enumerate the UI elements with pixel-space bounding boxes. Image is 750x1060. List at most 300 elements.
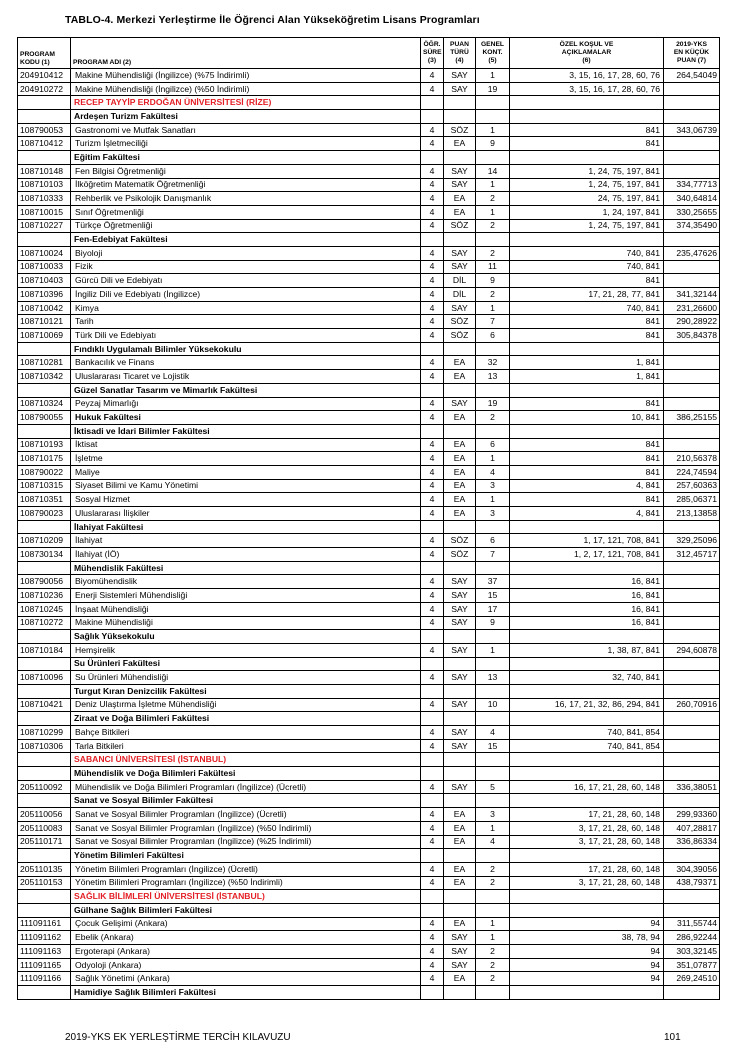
cell-quota	[476, 383, 510, 397]
table-row	[18, 602, 720, 616]
university-name: SABANCI ÜNİVERSİTESİ (İSTANBUL)	[71, 753, 421, 767]
cell-min-score	[664, 96, 720, 110]
cell-quota	[476, 767, 510, 781]
cell-score-type	[444, 342, 476, 356]
faculty-name: İlahiyat Fakültesi	[71, 520, 421, 534]
cell-program-code: 108710148	[18, 164, 71, 178]
cell-min-score: 374,35490	[664, 219, 720, 233]
faculty-heading-row	[18, 383, 720, 397]
faculty-heading-row	[18, 233, 720, 247]
cell-score-type: SAY	[444, 260, 476, 274]
cell-program-name: Sanat ve Sosyal Bilimler Programları (İngilizce) (%25 İndirimli)	[71, 835, 421, 849]
table-header-row	[18, 38, 720, 69]
cell-duration	[421, 794, 444, 808]
cell-duration: 4	[421, 671, 444, 685]
cell-score-type	[444, 712, 476, 726]
cell-score-type	[444, 849, 476, 863]
cell-program-name: Sınıf Öğretmenliği	[71, 205, 421, 219]
table-row	[18, 205, 720, 219]
table-row	[18, 219, 720, 233]
cell-program-code: 108710121	[18, 315, 71, 329]
cell-program-name: Uluslararası Ticaret ve Lojistik	[71, 370, 421, 384]
cell-quota: 2	[476, 972, 510, 986]
faculty-heading-row	[18, 903, 720, 917]
cell-quota: 3	[476, 479, 510, 493]
cell-min-score	[664, 164, 720, 178]
cell-duration: 4	[421, 69, 444, 83]
cell-quota	[476, 753, 510, 767]
cell-score-type: SAY	[444, 958, 476, 972]
cell-duration: 4	[421, 862, 444, 876]
header-line: KODU (1)	[20, 59, 50, 66]
cell-quota: 3	[476, 808, 510, 822]
cell-min-score	[664, 726, 720, 740]
cell-min-score: 311,55744	[664, 917, 720, 931]
cell-quota: 9	[476, 616, 510, 630]
cell-score-type	[444, 903, 476, 917]
cell-program-code: 111091161	[18, 917, 71, 931]
cell-program-code: 205110171	[18, 835, 71, 849]
cell-conditions	[510, 630, 664, 644]
cell-program-name: Deniz Ulaştırma İşletme Mühendisliği	[71, 698, 421, 712]
cell-duration: 4	[421, 698, 444, 712]
cell-program-name: Hukuk Fakültesi	[71, 411, 421, 425]
cell-score-type	[444, 986, 476, 1000]
cell-quota	[476, 903, 510, 917]
cell-conditions	[510, 794, 664, 808]
cell-conditions: 3, 17, 21, 28, 60, 148	[510, 835, 664, 849]
cell-conditions: 94	[510, 945, 664, 959]
cell-duration	[421, 767, 444, 781]
cell-program-name: Hemşirelik	[71, 643, 421, 657]
cell-score-type	[444, 561, 476, 575]
cell-code	[18, 96, 71, 110]
table-row	[18, 945, 720, 959]
cell-score-type: SÖZ	[444, 123, 476, 137]
cell-conditions: 841	[510, 315, 664, 329]
cell-min-score: 336,38051	[664, 780, 720, 794]
cell-score-type: DİL	[444, 274, 476, 288]
cell-min-score	[664, 712, 720, 726]
faculty-heading-row	[18, 794, 720, 808]
cell-program-name: Mühendislik ve Doğa Bilimleri Programları (İngilizce) (Ücretli)	[71, 780, 421, 794]
cell-min-score	[664, 986, 720, 1000]
faculty-name: Eğitim Fakültesi	[71, 151, 421, 165]
cell-conditions	[510, 96, 664, 110]
cell-quota	[476, 794, 510, 808]
university-heading-row	[18, 96, 720, 110]
cell-program-name: Yönetim Bilimleri Programları (İngilizce) (Ücretli)	[71, 862, 421, 876]
cell-score-type: SAY	[444, 616, 476, 630]
cell-quota: 3	[476, 507, 510, 521]
cell-program-code: 108710324	[18, 397, 71, 411]
cell-code	[18, 890, 71, 904]
cell-min-score: 260,70916	[664, 698, 720, 712]
table-row	[18, 739, 720, 753]
cell-min-score	[664, 753, 720, 767]
cell-min-score: 334,77713	[664, 178, 720, 192]
cell-min-score: 290,28922	[664, 315, 720, 329]
cell-conditions: 841	[510, 493, 664, 507]
cell-score-type	[444, 630, 476, 644]
faculty-name: Hamidiye Sağlık Bilimleri Fakültesi	[71, 986, 421, 1000]
header-line: (4)	[455, 57, 464, 64]
faculty-heading-row	[18, 657, 720, 671]
cell-min-score: 210,56378	[664, 452, 720, 466]
cell-conditions	[510, 561, 664, 575]
cell-program-name: İlköğretim Matematik Öğretmenliği	[71, 178, 421, 192]
cell-conditions: 1, 24, 75, 197, 841	[510, 178, 664, 192]
table-row	[18, 808, 720, 822]
cell-score-type: SAY	[444, 945, 476, 959]
cell-conditions: 4, 841	[510, 479, 664, 493]
cell-program-code: 108710193	[18, 438, 71, 452]
table-row	[18, 548, 720, 562]
cell-duration: 4	[421, 438, 444, 452]
cell-program-name: Enerji Sistemleri Mühendisliği	[71, 589, 421, 603]
cell-program-name: Gastronomi ve Mutfak Sanatları	[71, 123, 421, 137]
cell-code	[18, 342, 71, 356]
cell-program-name: Biyoloji	[71, 246, 421, 260]
cell-score-type	[444, 383, 476, 397]
cell-conditions: 740, 841	[510, 301, 664, 315]
cell-program-name: Sosyal Hizmet	[71, 493, 421, 507]
cell-program-name: İktisat	[71, 438, 421, 452]
cell-program-code: 108710403	[18, 274, 71, 288]
faculty-heading-row	[18, 520, 720, 534]
cell-min-score	[664, 438, 720, 452]
cell-score-type: SÖZ	[444, 548, 476, 562]
cell-conditions	[510, 849, 664, 863]
cell-program-code: 108710015	[18, 205, 71, 219]
cell-min-score	[664, 397, 720, 411]
cell-quota: 1	[476, 643, 510, 657]
cell-score-type: EA	[444, 370, 476, 384]
faculty-name: Ziraat ve Doğa Bilimleri Fakültesi	[71, 712, 421, 726]
page-title: TABLO-4. Merkezi Yerleştirme İle Öğrenci Alan Yükseköğretim Lisans Programları	[65, 14, 480, 26]
cell-code	[18, 767, 71, 781]
cell-min-score	[664, 424, 720, 438]
cell-min-score: 294,60878	[664, 643, 720, 657]
cell-min-score	[664, 575, 720, 589]
cell-score-type: EA	[444, 465, 476, 479]
cell-program-name: Türk Dili ve Edebiyatı	[71, 329, 421, 343]
cell-min-score	[664, 356, 720, 370]
cell-quota: 5	[476, 780, 510, 794]
cell-score-type: EA	[444, 835, 476, 849]
cell-conditions: 16, 17, 21, 32, 86, 294, 841	[510, 698, 664, 712]
cell-quota	[476, 684, 510, 698]
cell-program-code: 108710227	[18, 219, 71, 233]
cell-duration	[421, 849, 444, 863]
cell-conditions: 841	[510, 329, 664, 343]
cell-min-score	[664, 274, 720, 288]
table-row	[18, 835, 720, 849]
cell-min-score	[664, 767, 720, 781]
cell-min-score	[664, 383, 720, 397]
header-line: (3)	[427, 57, 437, 64]
cell-program-code: 108710333	[18, 192, 71, 206]
cell-quota	[476, 986, 510, 1000]
cell-quota: 6	[476, 534, 510, 548]
table-row	[18, 972, 720, 986]
cell-conditions: 16, 841	[510, 575, 664, 589]
cell-conditions: 3, 15, 16, 17, 28, 60, 76	[510, 69, 664, 83]
header-line: EN KÜÇÜK	[673, 49, 710, 56]
cell-quota	[476, 342, 510, 356]
cell-conditions: 1, 2, 17, 121, 708, 841	[510, 548, 664, 562]
cell-program-name: Rehberlik ve Psikolojik Danışmanlık	[71, 192, 421, 206]
cell-min-score: 224,74594	[664, 465, 720, 479]
cell-quota: 1	[476, 205, 510, 219]
cell-duration: 4	[421, 411, 444, 425]
cell-duration: 4	[421, 548, 444, 562]
cell-program-code: 108710069	[18, 329, 71, 343]
faculty-heading-row	[18, 684, 720, 698]
cell-quota: 2	[476, 945, 510, 959]
cell-min-score	[664, 561, 720, 575]
cell-duration	[421, 96, 444, 110]
cell-code	[18, 657, 71, 671]
cell-program-name: İnşaat Mühendisliği	[71, 602, 421, 616]
cell-duration: 4	[421, 288, 444, 302]
cell-program-name: Gürcü Dili ve Edebiyatı	[71, 274, 421, 288]
cell-min-score	[664, 260, 720, 274]
cell-program-code: 108790056	[18, 575, 71, 589]
cell-quota: 6	[476, 329, 510, 343]
cell-program-code: 108710033	[18, 260, 71, 274]
cell-duration	[421, 712, 444, 726]
cell-conditions	[510, 767, 664, 781]
cell-code	[18, 520, 71, 534]
cell-quota: 1	[476, 821, 510, 835]
cell-conditions	[510, 424, 664, 438]
cell-program-code: 108730134	[18, 548, 71, 562]
cell-min-score: 286,92244	[664, 931, 720, 945]
cell-conditions: 841	[510, 397, 664, 411]
cell-program-code: 108710042	[18, 301, 71, 315]
cell-conditions	[510, 903, 664, 917]
cell-code	[18, 424, 71, 438]
cell-quota	[476, 520, 510, 534]
cell-conditions: 740, 841	[510, 260, 664, 274]
cell-conditions: 1, 24, 75, 197, 841	[510, 219, 664, 233]
table-row	[18, 123, 720, 137]
cell-program-code: 204910412	[18, 69, 71, 83]
cell-min-score	[664, 110, 720, 124]
cell-duration: 4	[421, 356, 444, 370]
cell-quota: 6	[476, 438, 510, 452]
cell-conditions	[510, 753, 664, 767]
cell-duration: 4	[421, 123, 444, 137]
cell-quota: 1	[476, 931, 510, 945]
cell-duration: 4	[421, 137, 444, 151]
cell-min-score: 235,47626	[664, 246, 720, 260]
table-row	[18, 534, 720, 548]
cell-quota: 32	[476, 356, 510, 370]
cell-conditions: 1, 841	[510, 370, 664, 384]
cell-score-type: EA	[444, 507, 476, 521]
cell-score-type	[444, 96, 476, 110]
cell-conditions: 3, 17, 21, 28, 60, 148	[510, 876, 664, 890]
header-duration	[421, 38, 444, 69]
cell-program-name: Makine Mühendisliği	[71, 616, 421, 630]
faculty-heading-row	[18, 110, 720, 124]
cell-min-score: 407,28817	[664, 821, 720, 835]
header-line: TÜRÜ	[450, 49, 469, 56]
cell-conditions	[510, 520, 664, 534]
cell-conditions: 17, 21, 28, 60, 148	[510, 862, 664, 876]
cell-quota	[476, 657, 510, 671]
cell-min-score: 386,25155	[664, 411, 720, 425]
cell-quota: 2	[476, 958, 510, 972]
cell-quota: 1	[476, 301, 510, 315]
cell-score-type: EA	[444, 356, 476, 370]
cell-code	[18, 151, 71, 165]
cell-score-type: EA	[444, 438, 476, 452]
cell-duration	[421, 424, 444, 438]
cell-min-score: 341,32144	[664, 288, 720, 302]
cell-duration	[421, 903, 444, 917]
cell-score-type: SAY	[444, 643, 476, 657]
cell-quota: 1	[476, 178, 510, 192]
cell-quota: 1	[476, 452, 510, 466]
cell-program-name: İşletme	[71, 452, 421, 466]
faculty-heading-row	[18, 712, 720, 726]
table-row	[18, 958, 720, 972]
faculty-heading-row	[18, 151, 720, 165]
cell-score-type: EA	[444, 452, 476, 466]
cell-duration: 4	[421, 589, 444, 603]
cell-score-type: SAY	[444, 931, 476, 945]
cell-conditions: 16, 841	[510, 602, 664, 616]
cell-score-type: SAY	[444, 397, 476, 411]
table-row	[18, 329, 720, 343]
cell-quota	[476, 96, 510, 110]
university-name: RECEP TAYYİP ERDOĞAN ÜNİVERSİTESİ (RİZE)	[71, 96, 421, 110]
cell-code	[18, 712, 71, 726]
table-row	[18, 876, 720, 890]
cell-duration: 4	[421, 835, 444, 849]
faculty-name: Gülhane Sağlık Bilimleri Fakültesi	[71, 903, 421, 917]
cell-code	[18, 753, 71, 767]
table-row	[18, 780, 720, 794]
cell-duration: 4	[421, 219, 444, 233]
cell-min-score	[664, 342, 720, 356]
cell-score-type: SAY	[444, 739, 476, 753]
table-row	[18, 507, 720, 521]
cell-program-name: Sağlık Yönetimi (Ankara)	[71, 972, 421, 986]
cell-min-score	[664, 794, 720, 808]
cell-program-name: Su Ürünleri Mühendisliği	[71, 671, 421, 685]
table-row	[18, 917, 720, 931]
cell-min-score: 304,39056	[664, 862, 720, 876]
cell-min-score: 299,93360	[664, 808, 720, 822]
cell-min-score: 336,86334	[664, 835, 720, 849]
cell-score-type	[444, 151, 476, 165]
cell-score-type: EA	[444, 862, 476, 876]
cell-score-type	[444, 424, 476, 438]
cell-score-type: SAY	[444, 575, 476, 589]
cell-conditions: 841	[510, 465, 664, 479]
cell-code	[18, 903, 71, 917]
table-row	[18, 452, 720, 466]
faculty-name: Fındıklı Uygulamalı Bilimler Yüksekokulu	[71, 342, 421, 356]
faculty-name: İktisadi ve İdari Bilimler Fakültesi	[71, 424, 421, 438]
cell-duration: 4	[421, 780, 444, 794]
faculty-name: Güzel Sanatlar Tasarım ve Mimarlık Fakültesi	[71, 383, 421, 397]
cell-program-code: 108710342	[18, 370, 71, 384]
cell-conditions	[510, 233, 664, 247]
cell-duration: 4	[421, 260, 444, 274]
cell-conditions	[510, 657, 664, 671]
cell-program-code: 108790022	[18, 465, 71, 479]
cell-program-name: Fizik	[71, 260, 421, 274]
cell-program-code: 111091163	[18, 945, 71, 959]
cell-min-score: 351,07877	[664, 958, 720, 972]
cell-min-score	[664, 520, 720, 534]
header-quota	[476, 38, 510, 69]
cell-quota: 7	[476, 315, 510, 329]
cell-score-type: EA	[444, 876, 476, 890]
cell-score-type: EA	[444, 821, 476, 835]
cell-program-name: Turizm İşletmeciliği	[71, 137, 421, 151]
cell-code	[18, 986, 71, 1000]
cell-score-type: EA	[444, 192, 476, 206]
header-min-score	[664, 38, 720, 69]
table-row	[18, 178, 720, 192]
faculty-heading-row	[18, 767, 720, 781]
cell-duration: 4	[421, 616, 444, 630]
cell-score-type: SAY	[444, 602, 476, 616]
cell-duration	[421, 561, 444, 575]
cell-program-name: Makine Mühendisliği (İngilizce) (%75 İndirimli)	[71, 69, 421, 83]
cell-conditions: 16, 841	[510, 589, 664, 603]
cell-conditions	[510, 383, 664, 397]
cell-min-score	[664, 151, 720, 165]
cell-min-score: 330,25655	[664, 205, 720, 219]
cell-code	[18, 233, 71, 247]
cell-duration	[421, 383, 444, 397]
table-row	[18, 274, 720, 288]
faculty-heading-row	[18, 630, 720, 644]
cell-min-score: 438,79371	[664, 876, 720, 890]
table-row	[18, 356, 720, 370]
cell-code	[18, 110, 71, 124]
table-row	[18, 575, 720, 589]
cell-program-code: 108710103	[18, 178, 71, 192]
cell-score-type: SÖZ	[444, 534, 476, 548]
header-line: ÖĞR.	[423, 41, 441, 48]
cell-score-type: SAY	[444, 589, 476, 603]
cell-score-type: SAY	[444, 246, 476, 260]
faculty-name: Yönetim Bilimleri Fakültesi	[71, 849, 421, 863]
cell-program-name: Sanat ve Sosyal Bilimler Programları (İngilizce) (Ücretli)	[71, 808, 421, 822]
cell-duration: 4	[421, 808, 444, 822]
cell-quota: 2	[476, 288, 510, 302]
cell-conditions: 841	[510, 137, 664, 151]
table-row	[18, 288, 720, 302]
cell-duration	[421, 110, 444, 124]
cell-duration: 4	[421, 329, 444, 343]
cell-min-score	[664, 589, 720, 603]
cell-score-type: EA	[444, 917, 476, 931]
header-line: (5)	[488, 57, 497, 64]
table-row	[18, 69, 720, 83]
header-line: SÜRE	[423, 49, 442, 56]
cell-quota: 15	[476, 589, 510, 603]
university-name: SAĞLIK BİLİMLERİ ÜNİVERSİTESİ (İSTANBUL)	[71, 890, 421, 904]
